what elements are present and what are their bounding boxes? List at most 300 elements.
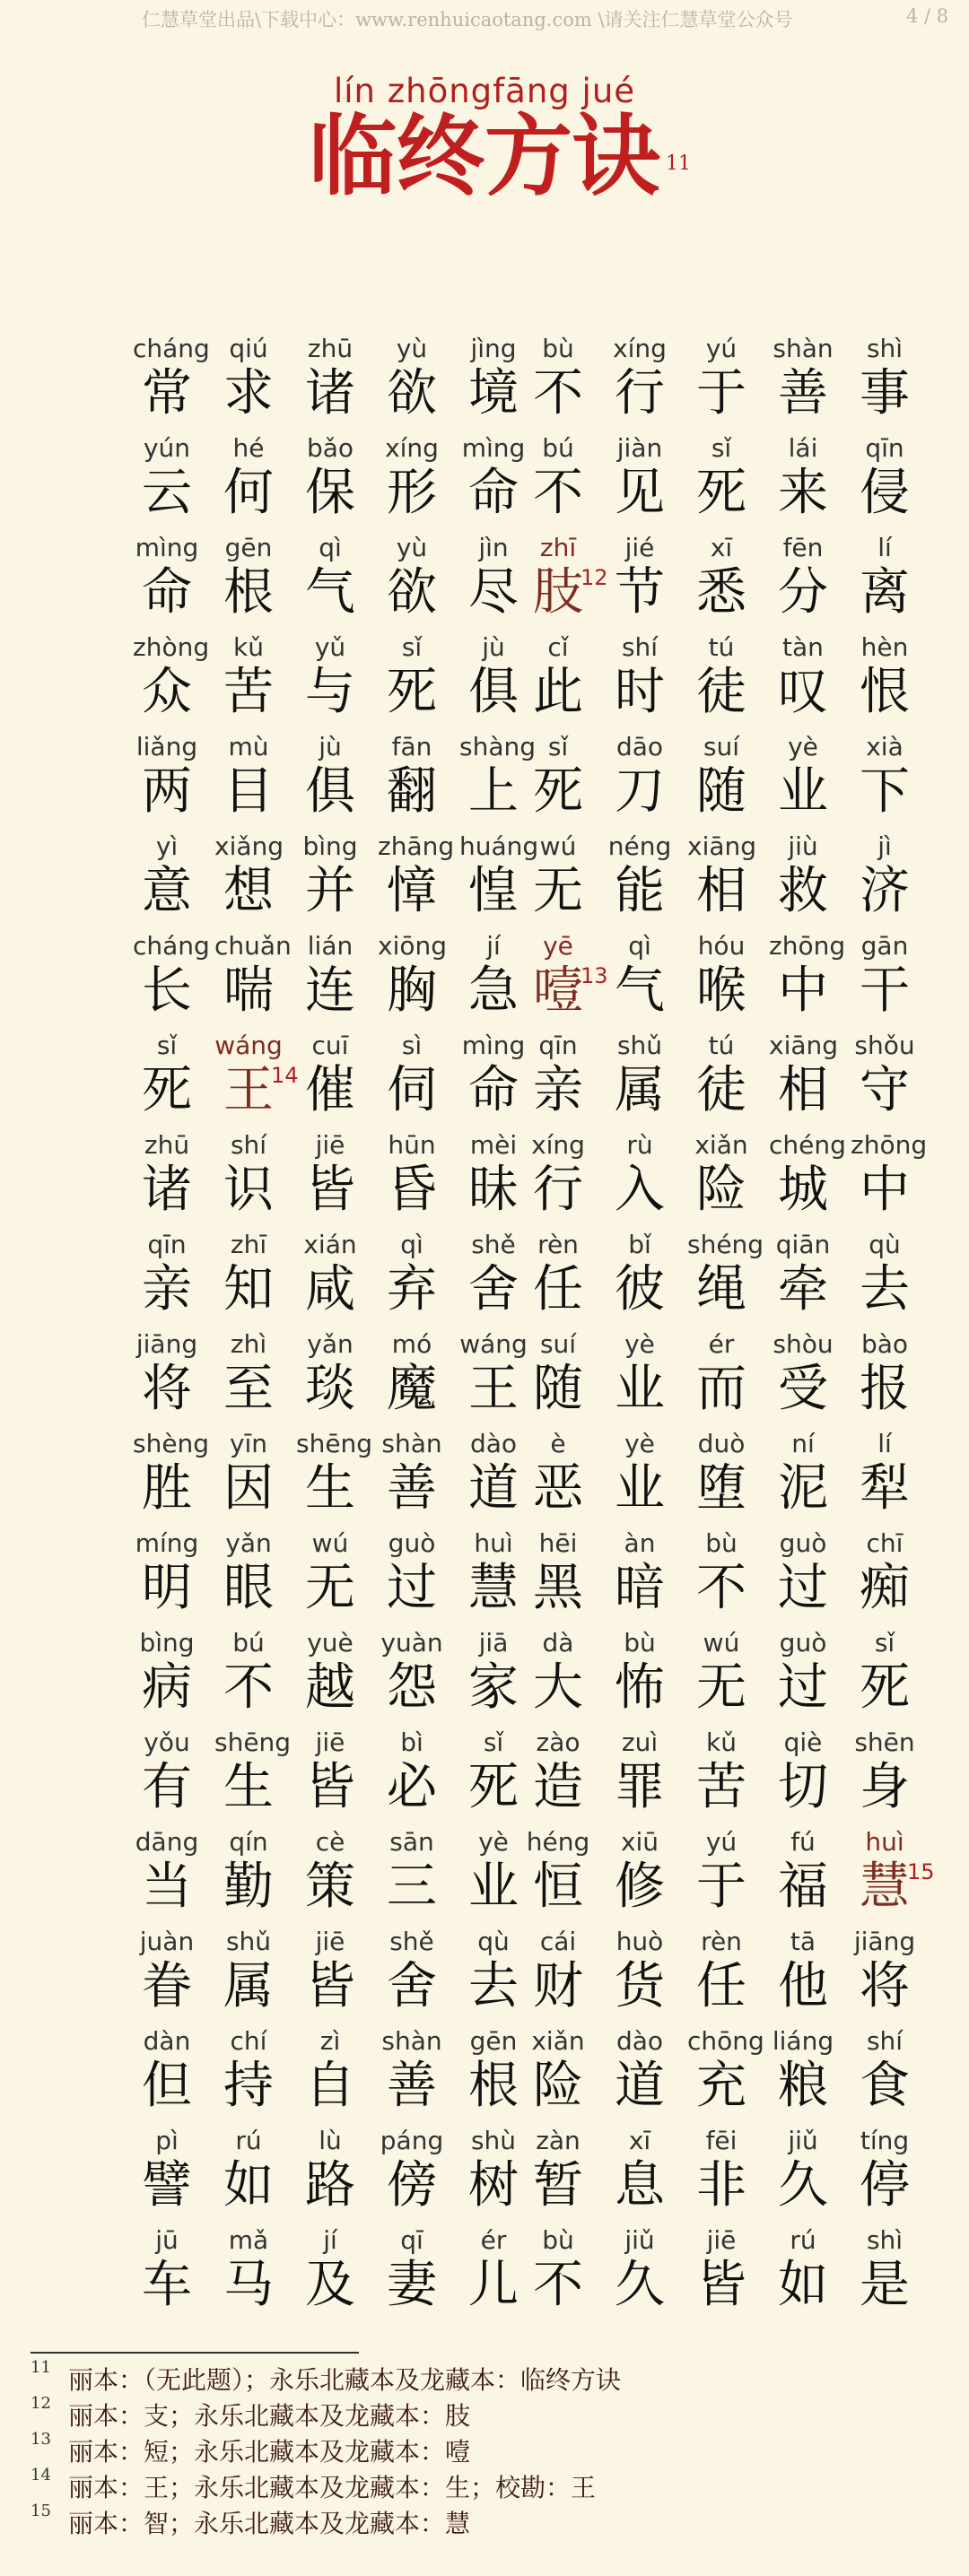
verse-half-left	[133, 334, 528, 433]
verse-char	[606, 1329, 674, 1429]
verse-char	[687, 1628, 755, 1727]
pinyin: sǐ	[156, 1031, 178, 1060]
hanzi: 琰	[305, 1360, 355, 1418]
verse-char	[687, 632, 755, 732]
hanzi: 及	[305, 2256, 355, 2314]
pinyin: chuǎn	[214, 931, 292, 961]
hanzi: 于	[696, 1858, 746, 1916]
hanzi: 持	[223, 2057, 274, 2115]
verse-char	[133, 1927, 201, 2026]
hanzi: 不	[533, 2256, 583, 2314]
hanzi: 路	[305, 2156, 355, 2215]
verse-row	[0, 1230, 969, 1329]
hanzi: 魔	[387, 1360, 437, 1418]
pinyin: jiàn	[616, 433, 663, 463]
pinyin: jù	[319, 732, 342, 761]
pinyin: bǐ	[628, 1230, 651, 1259]
hanzi: 常	[142, 364, 192, 422]
hanzi: 两	[142, 762, 192, 821]
verse-half-right	[524, 1429, 919, 1528]
pinyin: bì	[400, 1727, 423, 1757]
pinyin: shù	[470, 2126, 517, 2155]
pinyin: shì	[866, 334, 904, 363]
hanzi: 病	[142, 1658, 192, 1717]
hanzi: 明	[142, 1559, 192, 1617]
verse-half-left	[133, 2026, 528, 2126]
hanzi: 久	[778, 2156, 828, 2215]
verse-char	[606, 533, 674, 632]
verse-char	[524, 433, 592, 533]
pinyin: chī	[866, 1528, 904, 1558]
pinyin: hóu	[697, 931, 746, 961]
verse-char	[459, 1230, 528, 1329]
hanzi: 任	[696, 1957, 746, 2015]
pinyin: sǐ	[483, 1727, 504, 1757]
hanzi: 不	[533, 464, 583, 522]
footnotes	[31, 2358, 937, 2542]
footnote-text: 丽本：智；永乐北藏本及龙藏本：慧	[68, 2509, 471, 2538]
verse-half-right	[524, 1130, 928, 1230]
pinyin: è	[550, 1429, 566, 1458]
pinyin: jí	[486, 931, 501, 961]
verse-half-left	[133, 433, 528, 533]
pinyin: shǔ	[616, 1031, 663, 1060]
hanzi: 将	[860, 1957, 910, 2015]
pinyin: jiā	[478, 1628, 509, 1658]
pinyin: jì	[877, 831, 892, 861]
hanzi: 业	[778, 762, 828, 821]
verse-char	[378, 533, 446, 632]
verse-char	[296, 632, 364, 732]
verse-row	[0, 831, 969, 931]
pinyin: zàn	[536, 2126, 581, 2155]
pinyin: qì	[319, 533, 342, 562]
hanzi: 非	[696, 2156, 746, 2215]
page-number: 4 / 8	[906, 5, 949, 27]
verse-row	[0, 334, 969, 433]
verse-char	[769, 2126, 837, 2225]
pinyin: qīn	[538, 1031, 578, 1060]
hanzi: 翻	[387, 762, 437, 821]
verse-char	[851, 1329, 919, 1429]
verse-char	[769, 1628, 837, 1727]
hanzi: 胜	[142, 1459, 192, 1518]
pinyin: jiāng	[853, 1927, 916, 1956]
footnote-text: 丽本：支；永乐北藏本及龙藏本：肢	[68, 2401, 471, 2431]
verse-char	[214, 2225, 283, 2325]
pinyin: mó	[391, 1329, 432, 1359]
verse-half-left	[133, 1429, 528, 1528]
hanzi: 皆	[305, 1758, 355, 1816]
verse-char	[214, 2126, 283, 2225]
hanzi: 徒	[696, 663, 746, 721]
hanzi: 俱	[468, 663, 519, 721]
hanzi: 大	[533, 1658, 583, 1717]
footnote-number: 13	[31, 2430, 51, 2449]
hanzi: 不	[223, 1658, 274, 1717]
hanzi: 命	[142, 563, 192, 622]
verse-half-left	[133, 1528, 528, 1628]
verse-half-right	[524, 433, 919, 533]
verse-row	[0, 1130, 969, 1230]
hanzi: 恶	[533, 1459, 583, 1518]
hanzi: 堕	[696, 1459, 746, 1518]
pinyin: yē	[543, 931, 573, 961]
verse-char	[769, 732, 837, 831]
hanzi: 下	[860, 762, 910, 821]
hanzi: 相	[778, 1061, 828, 1119]
hanzi: 是	[860, 2256, 910, 2314]
hanzi: 王	[223, 1061, 274, 1119]
pinyin: guò	[779, 1628, 827, 1658]
verse-list	[0, 334, 969, 2325]
pinyin: lí	[877, 533, 892, 562]
hanzi: 身	[860, 1758, 910, 1816]
hanzi: 欲	[387, 563, 437, 622]
verse-char	[378, 632, 446, 732]
pinyin: mìng	[461, 433, 526, 463]
pinyin: wáng	[214, 1031, 283, 1060]
verse-char	[459, 533, 528, 632]
hanzi: 去	[468, 1957, 519, 2015]
verse-char	[214, 1031, 299, 1130]
footnote-number: 11	[31, 2358, 51, 2377]
pinyin: bào	[860, 1329, 909, 1359]
footnote	[31, 2394, 937, 2434]
footnote-text: 丽本：（无此题）；永乐北藏本及龙藏本：临终方诀	[68, 2365, 622, 2395]
verse-char	[459, 1727, 528, 1827]
hanzi: 无	[305, 1559, 355, 1617]
hanzi: 业	[615, 1360, 665, 1418]
hanzi: 来	[778, 464, 828, 522]
hanzi: 舍	[387, 1957, 437, 2015]
pinyin: jìng	[470, 334, 517, 363]
verse-char	[687, 533, 755, 632]
hanzi: 急	[468, 962, 519, 1020]
hanzi: 道	[615, 2057, 665, 2115]
verse-half-right	[524, 1031, 919, 1130]
verse-half-left	[133, 1628, 528, 1727]
hanzi: 绳	[696, 1260, 746, 1318]
pinyin: yú	[705, 1827, 738, 1857]
verse-char	[378, 1727, 446, 1827]
pinyin: qù	[477, 1927, 510, 1956]
pinyin: qiè	[783, 1727, 823, 1757]
pinyin: rèn	[537, 1230, 579, 1259]
verse-char	[606, 1628, 674, 1727]
verse-char	[133, 433, 201, 533]
hanzi: 家	[468, 1658, 519, 1717]
pinyin: shèng	[133, 1429, 210, 1458]
pinyin: jié	[624, 533, 655, 562]
pinyin: bǎo	[306, 433, 354, 463]
pinyin: bù	[705, 1528, 738, 1558]
verse-char	[133, 831, 201, 931]
pinyin: yè	[624, 1329, 655, 1359]
hanzi: 时	[615, 663, 665, 721]
hanzi: 险	[533, 2057, 583, 2115]
verse-char	[524, 632, 592, 732]
verse-half-left	[133, 2126, 528, 2225]
pinyin: mǎ	[228, 2225, 269, 2255]
verse-char	[296, 334, 364, 433]
hanzi: 货	[615, 1957, 665, 2015]
verse-char	[606, 931, 674, 1031]
verse-char	[296, 1230, 364, 1329]
hanzi: 命	[468, 1061, 519, 1119]
verse-half-left	[133, 931, 528, 1031]
pinyin: qī	[400, 2225, 423, 2255]
verse-char	[606, 2126, 674, 2225]
pinyin: jū	[155, 2225, 179, 2255]
verse-half-right	[524, 831, 919, 931]
hanzi: 去	[860, 1260, 910, 1318]
verse-char	[296, 931, 364, 1031]
pinyin: yīn	[229, 1429, 268, 1458]
verse-char	[133, 1130, 201, 1230]
verse-char	[524, 1827, 592, 1927]
verse-char	[133, 1628, 201, 1727]
verse-char	[769, 334, 837, 433]
verse-char	[296, 1329, 364, 1429]
verse-char	[133, 1031, 201, 1130]
verse-half-right	[524, 2126, 919, 2225]
verse-char	[133, 1230, 201, 1329]
verse-half-right	[524, 1230, 919, 1329]
verse-row	[0, 632, 969, 732]
hanzi: 善	[387, 2057, 437, 2115]
hanzi: 慞	[387, 862, 437, 920]
hanzi: 求	[223, 364, 274, 422]
verse-char	[687, 1130, 755, 1230]
hanzi: 眷	[142, 1957, 192, 2015]
verse-char	[851, 831, 919, 931]
pinyin: zhì	[230, 1329, 267, 1359]
verse-char	[851, 1230, 919, 1329]
verse-char	[687, 1528, 755, 1628]
pinyin: shǒu	[854, 1031, 915, 1060]
hanzi: 行	[533, 1161, 583, 1219]
hanzi: 不	[533, 364, 583, 422]
pinyin: hé	[232, 433, 265, 463]
verse-char	[378, 1628, 446, 1727]
hanzi: 济	[860, 862, 910, 920]
verse-char	[524, 931, 608, 1031]
pinyin: cǐ	[547, 632, 569, 662]
verse-char	[133, 533, 201, 632]
title-pinyin: lín zhōngfāng jué	[333, 72, 636, 110]
pinyin: xiū	[620, 1827, 659, 1857]
hanzi: 事	[860, 364, 910, 422]
footnote-ref: 13	[581, 963, 608, 988]
verse-char	[851, 1130, 928, 1230]
pinyin: wú	[703, 1628, 740, 1658]
hanzi: 徒	[696, 1061, 746, 1119]
hanzi: 如	[223, 2156, 274, 2215]
verse-char	[524, 1628, 592, 1727]
hanzi: 道	[468, 1459, 519, 1518]
verse-char	[687, 1827, 755, 1927]
pinyin: duò	[697, 1429, 746, 1458]
pinyin: liáng	[772, 2026, 834, 2056]
pinyin: zhōng	[851, 1130, 928, 1160]
hanzi: 马	[223, 2256, 274, 2314]
verse-char	[851, 2126, 919, 2225]
pinyin: sǐ	[401, 632, 423, 662]
verse-char	[524, 1429, 592, 1528]
pinyin: gēn	[469, 2026, 518, 2056]
pinyin: zhòng	[133, 632, 210, 662]
verse-char	[214, 1927, 283, 2026]
hanzi: 生	[305, 1459, 355, 1518]
pinyin: xiāng	[769, 1031, 839, 1060]
pinyin: yú	[705, 334, 738, 363]
pinyin: dà	[542, 1628, 574, 1658]
pinyin: zhū	[307, 334, 354, 363]
pinyin: huì	[865, 1827, 904, 1857]
verse-char	[524, 2126, 592, 2225]
verse-half-right	[524, 1927, 919, 2026]
pinyin: jí	[323, 2225, 337, 2255]
verse-char	[133, 2225, 201, 2325]
verse-char	[769, 1927, 837, 2026]
verse-char	[214, 632, 283, 732]
pinyin: zào	[536, 1727, 581, 1757]
verse-char	[524, 533, 608, 632]
hanzi: 见	[615, 464, 665, 522]
hanzi: 儿	[468, 2256, 519, 2314]
verse-char	[769, 1727, 837, 1827]
hanzi: 意	[142, 862, 192, 920]
verse-char	[687, 831, 755, 931]
verse-char	[214, 1429, 283, 1528]
verse-row	[0, 2225, 969, 2325]
pinyin: qì	[400, 1230, 423, 1259]
verse-char	[769, 1230, 837, 1329]
pinyin: tú	[708, 1031, 735, 1060]
verse-char	[459, 1130, 528, 1230]
verse-row	[0, 931, 969, 1031]
hanzi: 受	[778, 1360, 828, 1418]
pinyin: yè	[624, 1429, 655, 1458]
pinyin: bú	[542, 433, 574, 463]
verse-char	[524, 2225, 592, 2325]
verse-char	[133, 2026, 201, 2126]
pinyin: dàn	[143, 2026, 191, 2056]
verse-char	[214, 1130, 283, 1230]
pinyin: huò	[615, 1927, 664, 1956]
verse-char	[459, 334, 528, 433]
verse-char	[606, 632, 674, 732]
verse-char	[459, 1628, 528, 1727]
verse-char	[524, 1031, 592, 1130]
verse-char	[687, 1927, 755, 2026]
hanzi: 气	[305, 563, 355, 622]
pinyin: xī	[710, 533, 733, 562]
pinyin: jìn	[478, 533, 509, 562]
hanzi: 黑	[533, 1559, 583, 1617]
verse-char	[769, 533, 837, 632]
verse-half-right	[524, 1827, 935, 1927]
pinyin: àn	[624, 1528, 656, 1558]
page-title	[308, 105, 691, 208]
hanzi: 境	[468, 364, 519, 422]
hanzi: 财	[533, 1957, 583, 2015]
verse-char	[687, 1329, 755, 1429]
verse-half-left	[133, 1130, 528, 1230]
pinyin: shàn	[381, 1429, 442, 1458]
pinyin: héng	[526, 1827, 590, 1857]
verse-half-right	[524, 1528, 919, 1628]
footnote-ref: 14	[271, 1063, 299, 1088]
hanzi: 救	[778, 862, 828, 920]
pinyin: shēng	[296, 1429, 373, 1458]
pinyin: sān	[389, 1827, 434, 1857]
pinyin: jù	[482, 632, 505, 662]
hanzi: 充	[696, 2057, 746, 2115]
hanzi: 生	[223, 1758, 274, 1816]
hanzi: 能	[615, 862, 665, 920]
pinyin: lí	[877, 1429, 892, 1458]
pinyin: dāng	[135, 1827, 199, 1857]
footnote-text: 丽本：短；永乐北藏本及龙藏本：噎	[68, 2437, 471, 2467]
pinyin: rèn	[701, 1927, 742, 1956]
hanzi: 根	[223, 563, 274, 622]
verse-char	[851, 931, 919, 1031]
verse-char	[214, 533, 283, 632]
verse-char	[214, 1528, 283, 1628]
hanzi: 树	[468, 2156, 519, 2215]
pinyin: xiǎng	[214, 831, 284, 861]
pinyin: sǐ	[547, 732, 569, 761]
pinyin: juàn	[139, 1927, 195, 1956]
verse-char	[459, 1031, 528, 1130]
hanzi: 属	[223, 1957, 274, 2015]
pinyin: xiāng	[687, 831, 757, 861]
verse-char	[459, 1927, 528, 2026]
hanzi: 如	[778, 2256, 828, 2314]
pinyin: xiǎn	[694, 1130, 748, 1160]
pinyin: shòu	[773, 1329, 834, 1359]
verse-char	[459, 931, 528, 1031]
pinyin: hūn	[388, 1130, 436, 1160]
hanzi: 干	[860, 962, 910, 1020]
verse-half-left	[133, 533, 528, 632]
verse-char	[459, 2026, 528, 2126]
hanzi: 死	[696, 464, 746, 522]
verse-char	[851, 2026, 919, 2126]
verse-char	[378, 1429, 446, 1528]
hanzi: 随	[533, 1360, 583, 1418]
hanzi: 亲	[533, 1061, 583, 1119]
hanzi: 想	[223, 862, 274, 920]
verse-char	[459, 1329, 528, 1429]
hanzi: 侵	[860, 464, 910, 522]
verse-char	[296, 1429, 373, 1528]
hanzi: 亲	[142, 1260, 192, 1318]
pinyin: cháng	[133, 931, 210, 961]
pinyin: kǔ	[706, 1727, 737, 1757]
verse-char	[606, 732, 674, 831]
hanzi: 车	[142, 2256, 192, 2314]
pinyin: huáng	[459, 831, 539, 861]
pinyin: xíng	[385, 433, 439, 463]
hanzi: 越	[305, 1658, 355, 1717]
hanzi: 当	[142, 1858, 192, 1916]
hanzi: 善	[778, 364, 828, 422]
hanzi: 昏	[387, 1161, 437, 1219]
pinyin: yè	[788, 732, 818, 761]
